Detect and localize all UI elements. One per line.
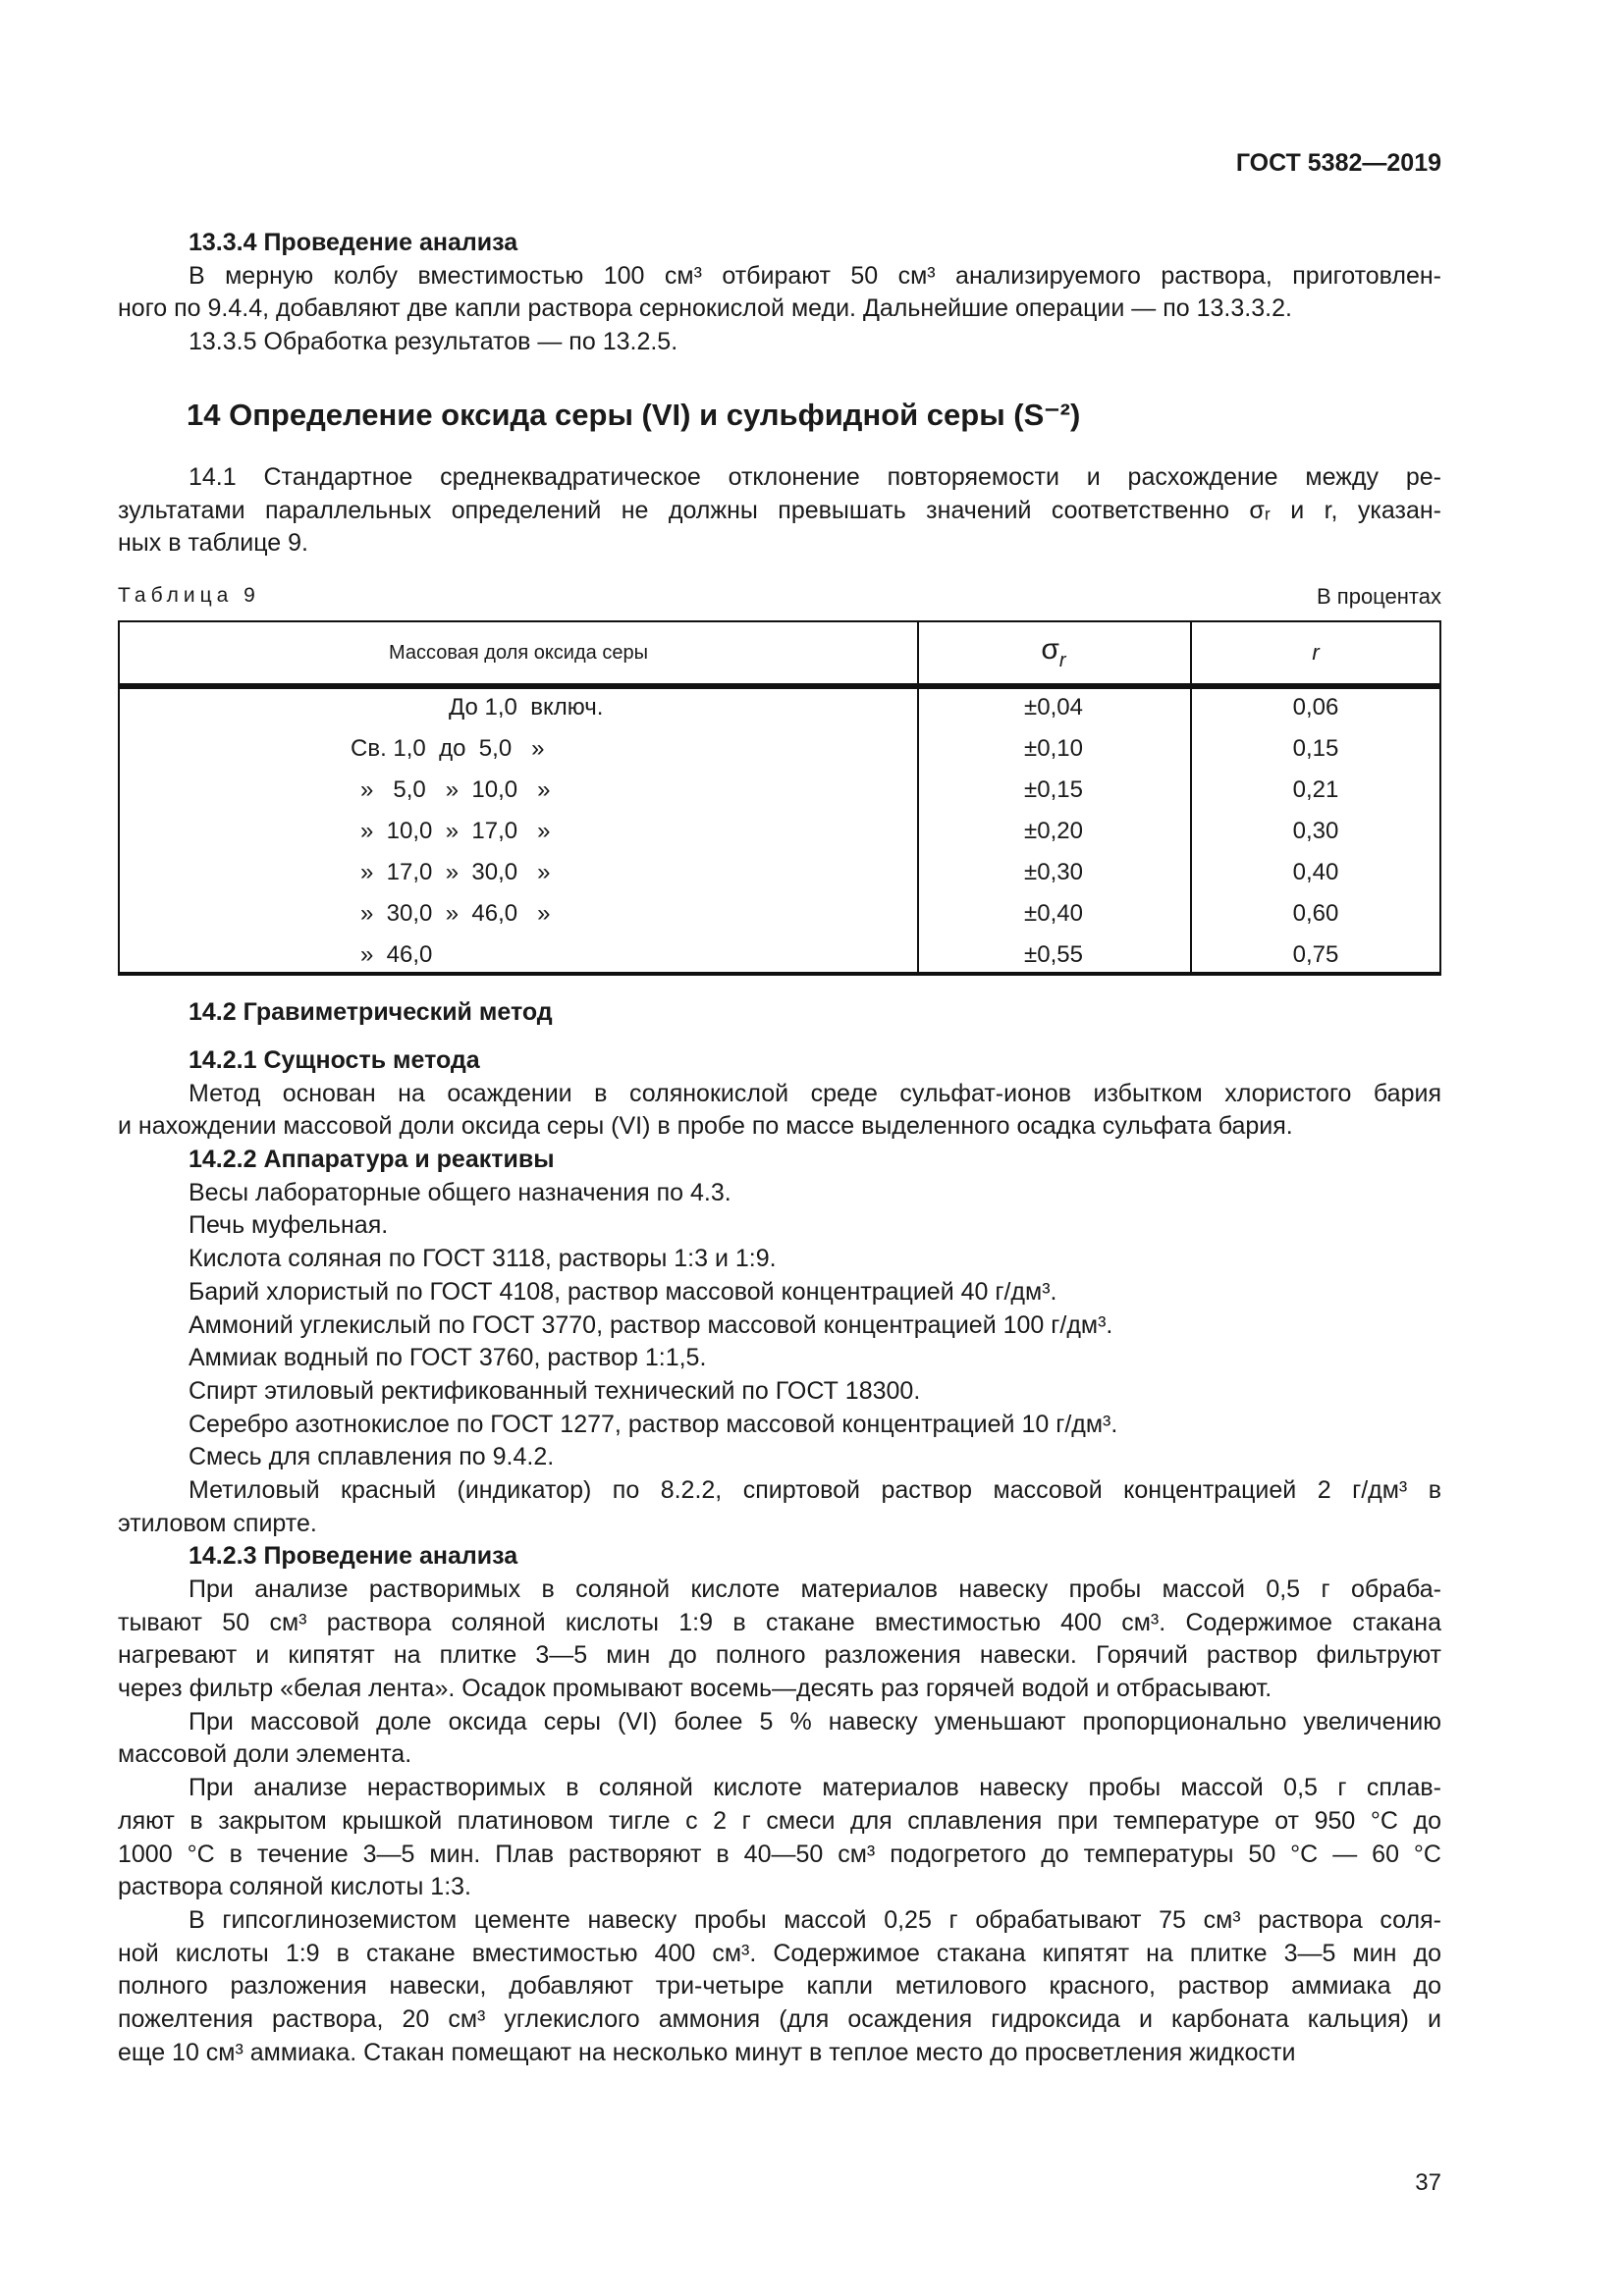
cell-sigma-r: ±0,30 (1024, 859, 1083, 885)
text-line: При массовой доле оксида серы (VI) более 5 % навеску уменьшают пропорционально увеличению (189, 1707, 1441, 1735)
subheading (118, 1044, 1441, 1078)
paragraph (118, 326, 1441, 359)
text-line: полного разложения навески, добавляют три-четыре капли метилового красного, раствор аммиака до (118, 1972, 1441, 2001)
text-line: 14.2.3 Проведение анализа (189, 1542, 518, 1571)
paragraph (118, 1574, 1441, 1706)
cell-mass-fraction: » 46,0 (360, 941, 433, 968)
heading-14-2: 14.2 Гравиметрический метод (189, 998, 553, 1026)
text-line: 14.2.2 Аппаратура и реактивы (189, 1146, 555, 1174)
text-line: Весы лабораторные общего назначения по 4.3. (189, 1178, 731, 1206)
table-label: Таблица 9 (118, 584, 260, 607)
page-number: 37 (1415, 2169, 1441, 2196)
text-line: ных в таблице 9. (118, 529, 309, 558)
text-line: При анализе нерастворимых в соляной кислоте материалов навеску пробы массой 0,5 г сплав- (189, 1774, 1441, 1802)
subheading (118, 1540, 1441, 1574)
text-line: 14.2.1 Сущность метода (189, 1046, 480, 1074)
cell-mass-fraction: » 5,0 » 10,0 » (360, 776, 551, 803)
cell-r: 0,40 (1292, 859, 1339, 885)
section-title: 14 Определение оксида серы (VI) и сульфидной серы (S⁻²) (187, 398, 1081, 432)
paragraph (118, 260, 1441, 326)
paragraph (118, 1276, 1441, 1309)
table-row (120, 893, 1439, 934)
text-line: ляют в закрытом крышкой платиновом тигле с 2 г смеси для сплавления при температуре от 950 °С до (118, 1806, 1441, 1835)
text-line: В гипсоглиноземистом цементе навеску пробы массой 0,25 г обрабатывают 75 см³ раствора соля- (189, 1905, 1441, 1934)
text-line: Спирт этиловый ректификованный технический по ГОСТ 18300. (189, 1376, 921, 1405)
text-line: тывают 50 см³ раствора соляной кислоты 1:9 в стакане вместимостью 400 см³. Содержимое стакана (118, 1608, 1441, 1636)
text-line: пожелтения раствора, 20 см³ углекислого аммония (для осаждения гидроксида и карбоната кальция) и (118, 2004, 1441, 2033)
paragraph (118, 1209, 1441, 1243)
table-row (120, 934, 1439, 976)
table-unit: В процентах (1317, 584, 1441, 609)
paragraph (118, 1474, 1441, 1540)
table-row (120, 852, 1439, 893)
header-sigma-r (917, 622, 1190, 683)
cell-sigma-r: ±0,10 (1024, 735, 1083, 762)
text-line: 14.1 Стандартное среднеквадратическое отклонение повторяемости и расхождение между ре- (189, 463, 1441, 491)
cell-sigma-r: ±0,15 (1024, 776, 1083, 803)
text-line: Барий хлористый по ГОСТ 4108, раствор массовой концентрацией 40 г/дм³. (189, 1277, 1057, 1306)
cell-r: 0,21 (1292, 776, 1339, 803)
paragraph (118, 1772, 1441, 1904)
text-line: Аммиак водный по ГОСТ 3760, раствор 1:1,5. (189, 1344, 707, 1372)
table-row (120, 811, 1439, 852)
text-line: Аммоний углекислый по ГОСТ 3770, раствор массовой концентрацией 100 г/дм³. (189, 1310, 1113, 1339)
text-line: еще 10 см³ аммиака. Стакан помещают на несколько минут в теплое место до просветления жидкости (118, 2038, 1296, 2066)
cell-sigma-r: ±0,04 (1024, 694, 1083, 721)
text-line: Кислота соляная по ГОСТ 3118, растворы 1:3 и 1:9. (189, 1245, 777, 1273)
paragraph (118, 1078, 1441, 1144)
document-header: ГОСТ 5382—2019 (1235, 149, 1441, 177)
cell-r: 0,60 (1292, 900, 1339, 927)
header-r: r (1312, 640, 1320, 665)
text-line: Серебро азотнокислое по ГОСТ 1277, раствор массовой концентрацией 10 г/дм³. (189, 1410, 1118, 1438)
cell-sigma-r: ±0,20 (1024, 818, 1083, 844)
text-line: ного по 9.4.4, добавляют две капли раствора сернокислой меди. Дальнейшие операции — по 13.3.3.2. (118, 294, 1292, 323)
text-line: раствора соляной кислоты 1:3. (118, 1873, 471, 1901)
sigma-r-label: $\sigma_r$ (1041, 633, 1066, 671)
paragraph (118, 1706, 1441, 1772)
cell-mass-fraction: Св. 1,0 до 5,0 » (351, 735, 545, 762)
subheading (118, 227, 1441, 260)
text-line: этиловом спирте. (118, 1509, 317, 1537)
text-line: Метод основан на осаждении в солянокислой среде сульфат-ионов избытком хлористого бария (189, 1079, 1441, 1107)
text-line: нагревают и кипятят на плитке 3—5 мин до полного разложения навески. Горячий раствор фильтруют (118, 1641, 1441, 1670)
cell-mass-fraction: До 1,0 включ. (449, 694, 604, 721)
text-line: Печь муфельная. (189, 1211, 389, 1240)
section-13-3-4 (118, 227, 1441, 359)
cell-sigma-r: ±0,40 (1024, 900, 1083, 927)
table-row (120, 770, 1439, 811)
cell-mass-fraction: » 10,0 » 17,0 » (360, 818, 551, 844)
table-row (120, 687, 1439, 728)
text-line: и нахождении массовой доли оксида серы (VI) в пробе по массе выделенного осадка сульфата бария. (118, 1112, 1293, 1141)
text-line: массовой доли элемента. (118, 1740, 412, 1769)
paragraph-14-1 (118, 461, 1441, 561)
text-line: 13.3.4 Проведение анализа (189, 229, 518, 256)
text-line: зультатами параллельных определений не должны превышать значений соответственно σᵣ и r, указан- (118, 496, 1441, 524)
text-line: В мерную колбу вместимостью 100 см³ отбирают 50 см³ анализируемого раствора, приготовлен- (189, 261, 1441, 290)
cell-mass-fraction: » 30,0 » 46,0 » (360, 900, 551, 927)
text-line: При анализе растворимых в соляной кислоте материалов навеску пробы массой 0,5 г обраба- (189, 1575, 1441, 1603)
cell-r: 0,15 (1292, 735, 1339, 762)
paragraph (118, 1375, 1441, 1409)
text-line: ной кислоты 1:9 в стакане вместимостью 400 см³. Содержимое стакана кипятят на плитке 3—5 мин до (118, 1939, 1441, 1967)
paragraph (118, 1243, 1441, 1276)
text-line: 13.3.5 Обработка результатов — по 13.2.5. (189, 328, 678, 356)
text-line: через фильтр «белая лента». Осадок промывают восемь—десять раз горячей водой и отбрасывают. (118, 1675, 1272, 1703)
header-mass-fraction: Массовая доля оксида серы (389, 641, 648, 664)
cell-r: 0,06 (1292, 694, 1339, 721)
text-line: Метиловый красный (индикатор) по 8.2.2, спиртовой раствор массовой концентрацией 2 г/дм³ в (189, 1475, 1441, 1504)
paragraph (118, 461, 1441, 561)
text-line: 1000 °С в течение 3—5 мин. Плав растворяют в 40—50 см³ подогретого до температуры 50 °С — 60 °С (118, 1840, 1441, 1868)
text-line: Смесь для сплавления по 9.4.2. (189, 1443, 555, 1471)
cell-r: 0,30 (1292, 818, 1339, 844)
cell-sigma-r: ±0,55 (1024, 941, 1083, 968)
paragraph (118, 1441, 1441, 1474)
paragraph (118, 1309, 1441, 1343)
cell-mass-fraction: » 17,0 » 30,0 » (360, 859, 551, 885)
subheading (118, 1144, 1441, 1177)
paragraph (118, 1342, 1441, 1375)
paragraph (118, 1177, 1441, 1210)
table-9 (118, 620, 1441, 976)
section-14-2 (118, 1044, 1441, 2069)
paragraph (118, 1409, 1441, 1442)
cell-r: 0,75 (1292, 941, 1339, 968)
paragraph (118, 1904, 1441, 2069)
table-row (120, 728, 1439, 770)
